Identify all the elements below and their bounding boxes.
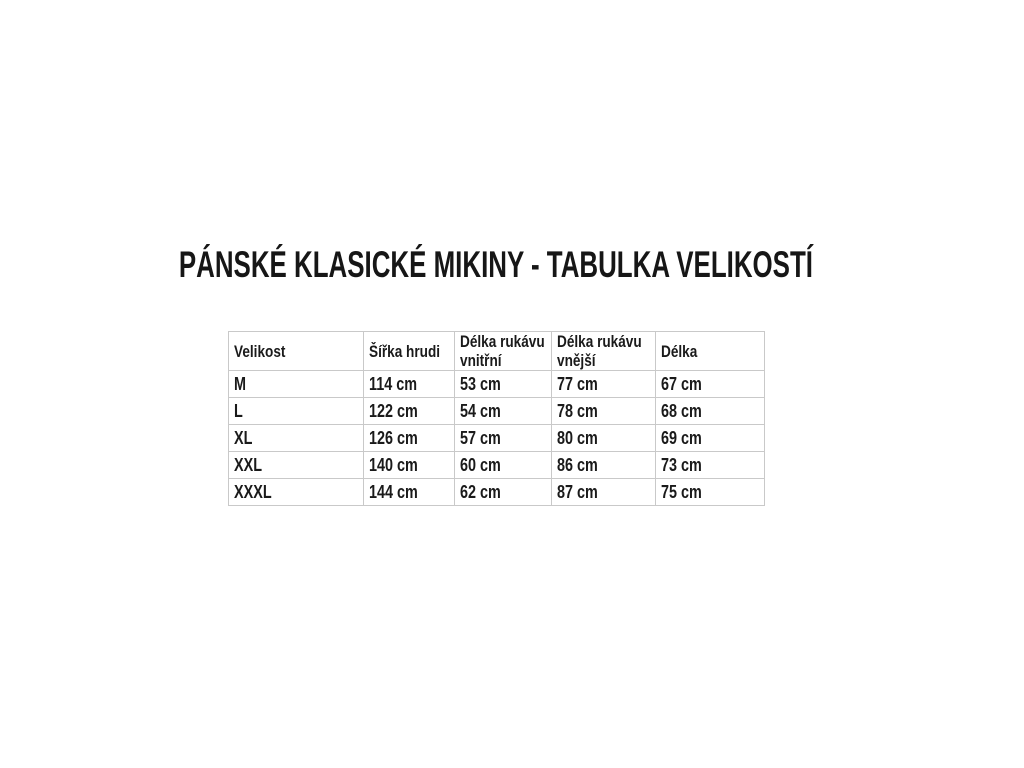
table-header-row xyxy=(229,332,765,371)
cell-size: L xyxy=(229,398,364,425)
column-header-delka-rukavu-vnitrni: Délka rukávu vnitřní xyxy=(455,332,552,371)
cell-length: 67 cm xyxy=(656,371,765,398)
table-row-l xyxy=(229,398,765,425)
cell-length: 68 cm xyxy=(656,398,765,425)
column-header-sirka-hrudi: Šířka hrudi xyxy=(364,332,455,371)
column-header-velikost: Velikost xyxy=(229,332,364,371)
cell-length: 73 cm xyxy=(656,452,765,479)
page-title xyxy=(0,245,992,293)
cell-sleeve-inner: 62 cm xyxy=(455,479,552,506)
cell-sleeve-inner: 57 cm xyxy=(455,425,552,452)
cell-chest-width: 144 cm xyxy=(364,479,455,506)
cell-size: XXXL xyxy=(229,479,364,506)
cell-sleeve-inner: 53 cm xyxy=(455,371,552,398)
cell-size: XL xyxy=(229,425,364,452)
table-row-m xyxy=(229,371,765,398)
table-row-xxxl xyxy=(229,479,765,506)
cell-sleeve-inner: 54 cm xyxy=(455,398,552,425)
cell-sleeve-outer: 80 cm xyxy=(552,425,656,452)
cell-sleeve-inner: 60 cm xyxy=(455,452,552,479)
cell-sleeve-outer: 77 cm xyxy=(552,371,656,398)
table-row-xl xyxy=(229,425,765,452)
table-row-xxl xyxy=(229,452,765,479)
size-table xyxy=(228,331,765,506)
cell-length: 69 cm xyxy=(656,425,765,452)
cell-sleeve-outer: 86 cm xyxy=(552,452,656,479)
column-header-delka-rukavu-vnejsi: Délka rukávu vnější xyxy=(552,332,656,371)
page-title-text: PÁNSKÉ KLASICKÉ MIKINY - TABULKA VELIKOSTÍ xyxy=(178,244,814,285)
cell-size: XXL xyxy=(229,452,364,479)
cell-length: 75 cm xyxy=(656,479,765,506)
cell-chest-width: 114 cm xyxy=(364,371,455,398)
cell-sleeve-outer: 87 cm xyxy=(552,479,656,506)
cell-chest-width: 126 cm xyxy=(364,425,455,452)
column-header-delka: Délka xyxy=(656,332,765,371)
cell-sleeve-outer: 78 cm xyxy=(552,398,656,425)
cell-chest-width: 122 cm xyxy=(364,398,455,425)
cell-chest-width: 140 cm xyxy=(364,452,455,479)
cell-size: M xyxy=(229,371,364,398)
